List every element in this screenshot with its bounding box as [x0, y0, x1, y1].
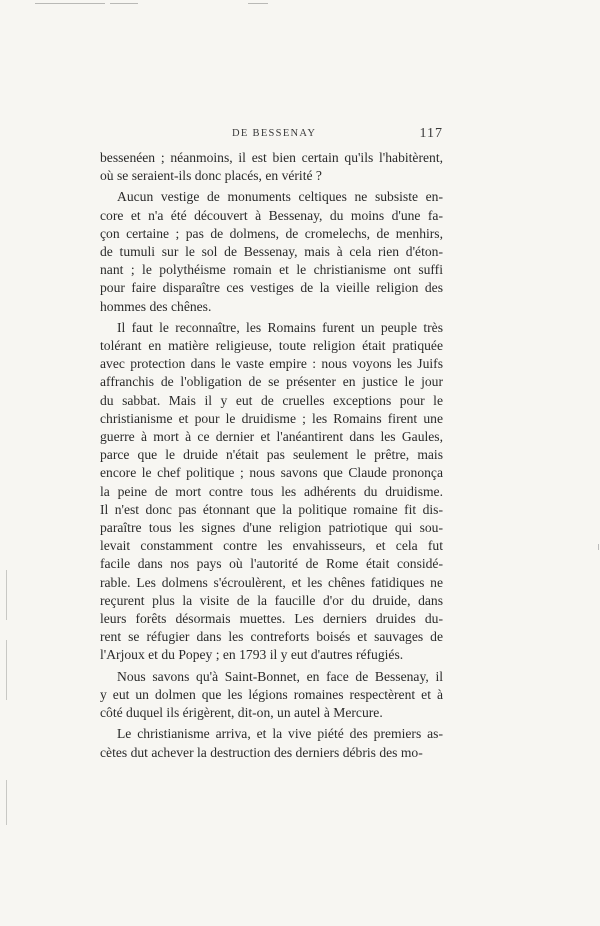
- text-line: la peine de mort contre tous les adhérents du druidisme.: [100, 483, 443, 499]
- scan-edge-mark: [6, 570, 7, 620]
- scan-edge-mark: [598, 544, 599, 550]
- paragraph: [100, 668, 443, 723]
- scan-edge-mark: [6, 640, 7, 700]
- text-line: Il n'est donc pas étonnant que la politique romaine fit dis-: [100, 501, 443, 517]
- text-line: christianisme et pour le druidisme ; les Romains firent une: [100, 410, 443, 426]
- scan-artifact-line: [35, 3, 105, 4]
- page-body: [100, 149, 443, 765]
- text-line: du sabbat. Mais il y eut de cruelles exceptions pour le: [100, 392, 443, 408]
- text-line: Aucun vestige de monuments celtiques ne subsiste en-: [117, 189, 443, 205]
- text-line: facile dans nos pays où l'autorité de Rome était considé-: [100, 556, 443, 572]
- paragraph: [100, 319, 443, 665]
- text-line: nant ; le polythéisme romain et le christianisme ont suffi: [100, 262, 443, 278]
- text-line: rable. Les dolmens s'écroulèrent, et les chênes fatidiques ne: [100, 574, 443, 590]
- text-line: encore le chef politique ; nous savons que Claude prononça: [100, 465, 443, 481]
- paragraph: [100, 149, 443, 185]
- text-line: guerre à mort à ce dernier et l'anéantirent dans les Gaules,: [100, 429, 443, 445]
- text-line: Il faut le reconnaître, les Romains furent un peuple très: [117, 319, 443, 335]
- page-header: [100, 128, 443, 144]
- text-line: çon certaine ; pas de dolmens, de cromelechs, de menhirs,: [100, 225, 443, 241]
- text-line: affranchis de l'obligation de se présenter en justice le jour: [100, 374, 443, 390]
- text-line: l'Arjoux et du Popey ; en 1793 il y eut d'autres réfugiés.: [100, 647, 404, 663]
- text-line: parce que le druide n'était pas seulement le prêtre, mais: [100, 447, 443, 463]
- scan-edge-mark: [6, 780, 7, 825]
- page-number: 117: [419, 126, 443, 141]
- scan-artifact-line: [248, 3, 268, 4]
- text-line: paraître tous les signes d'une religion patriotique qui sou-: [100, 520, 443, 536]
- paragraph: [100, 725, 443, 761]
- scan-artifact-line: [110, 3, 138, 4]
- scan-top-edge: [0, 0, 600, 10]
- text-line: reçurent plus la visite de la faucille d'or du druide, dans: [100, 592, 443, 608]
- text-line: cètes dut achever la destruction des derniers débris des mo-: [100, 744, 423, 760]
- text-line: où se seraient-ils donc placés, en vérité ?: [100, 168, 322, 184]
- paragraph: [100, 188, 443, 315]
- text-line: tolérant en matière religieuse, toute religion était pratiquée: [100, 338, 443, 354]
- text-line: Nous savons qu'à Saint-Bonnet, en face de Bessenay, il: [117, 668, 443, 684]
- text-line: de tumuli sur le sol de Bessenay, mais à cela rien d'éton-: [100, 244, 443, 260]
- text-line: levait constamment contre les envahisseurs, et cela fut: [100, 538, 443, 554]
- text-line: hommes des chênes.: [100, 298, 212, 314]
- text-line: leurs forêts désormais muettes. Les derniers druides du-: [100, 611, 443, 627]
- text-line: pour faire disparaître ces vestiges de la vieille religion des: [100, 280, 443, 296]
- text-line: rent se réfugier dans les contreforts boisés et sauvages de: [100, 629, 443, 645]
- text-line: y eut un dolmen que les légions romaines respectèrent et à: [100, 686, 443, 702]
- text-line: Le christianisme arriva, et la vive piété des premiers as-: [117, 726, 443, 742]
- text-line: côté duquel ils érigèrent, dit-on, un autel à Mercure.: [100, 705, 383, 721]
- text-line: avec protection dans le vaste empire : nous voyons les Juifs: [100, 356, 443, 372]
- text-line: bessenéen ; néanmoins, il est bien certain qu'ils l'habitèrent,: [100, 150, 443, 165]
- running-head: DE BESSENAY: [232, 128, 317, 139]
- text-line: core et n'a été découvert à Bessenay, du moins d'une fa-: [100, 207, 443, 223]
